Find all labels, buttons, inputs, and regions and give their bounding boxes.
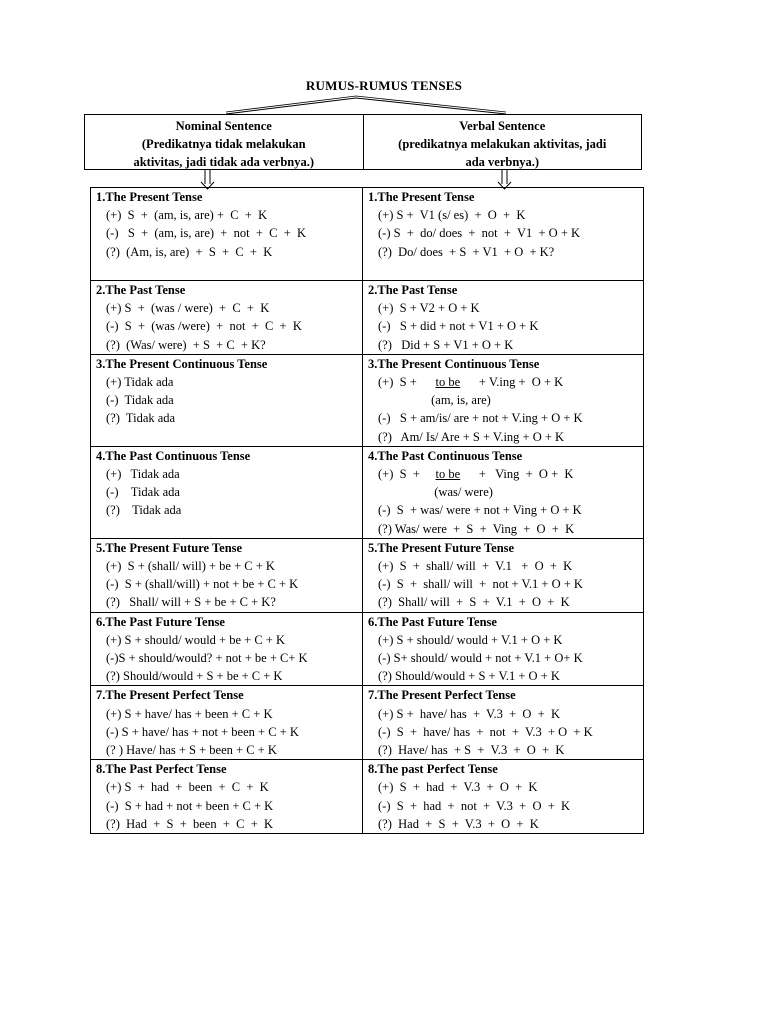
formula-line: (+) Tidak ada: [106, 375, 174, 390]
formula-line: (+) S + V2 + O + K: [378, 301, 480, 316]
nominal-sentence-header: [85, 115, 363, 169]
formula-line: (+) S + had + been + C + K: [106, 780, 269, 795]
formula-line: (?) Was/ were + S + Ving + O + K: [378, 521, 575, 536]
formula-line: (+) S + should/ would + be + C + K: [106, 632, 285, 647]
verbal-description: (predikatnya melakukan aktivitas, jadi: [398, 137, 607, 151]
formula-line: (?) Had + S + V.3 + O + K: [378, 816, 539, 831]
tense-title: 3.The Present Continuous Tense: [368, 356, 540, 371]
formula-line: (-) S + (shall/will) + not + be + C + K: [106, 577, 299, 592]
formula-line: (+) S + should/ would + V.1 + O + K: [378, 632, 563, 647]
formula-line: (-) Tidak ada: [106, 393, 174, 408]
formula-line: (?) Am/ Is/ Are + S + V.ing + O + K: [378, 429, 565, 444]
nominal-cell: [91, 538, 363, 612]
formula-line: (-) S + do/ does + not + V1 + O + K: [378, 226, 581, 241]
page-title: RUMUS-RUMUS TENSES: [305, 78, 463, 93]
verbal-description: ada verbnya.): [465, 155, 540, 169]
verbal-cell: [363, 354, 644, 446]
tense-title: 2.The Past Tense: [368, 283, 458, 297]
nominal-cell: [91, 188, 363, 281]
formula-line: (+) S + to be + V.ing + O + K: [378, 375, 564, 390]
formula-line: (-) Tidak ada: [106, 485, 180, 500]
table-row: [91, 446, 644, 538]
formula-line: (-) S + have/ has + not + been + C + K: [106, 724, 299, 739]
formula-line: (-) S + am/is/ are + not + V.ing + O + K: [378, 411, 583, 426]
tense-title: 7.The Present Perfect Tense: [96, 688, 244, 703]
table-row: [91, 188, 644, 281]
formula-line: (?) Did + S + V1 + O + K: [378, 337, 514, 352]
verbal-cell: [363, 446, 644, 538]
table-row: [91, 760, 644, 834]
nominal-cell: [91, 354, 363, 446]
nominal-cell: [91, 281, 363, 355]
formula-line: (? ) Have/ has + S + been + C + K: [106, 743, 277, 758]
formula-line: (?) Had + S + been + C + K: [106, 816, 274, 831]
formula-line: (-)S + should/would? + not + be + C+ K: [106, 651, 308, 666]
table-row: [91, 538, 644, 612]
tense-title: 4.The Past Continuous Tense: [368, 448, 523, 463]
table-row: [91, 612, 644, 686]
nominal-cell: [91, 612, 363, 686]
formula-line: (-) S + (was /were) + not + C + K: [106, 319, 302, 334]
formula-line: (+) S + (am, is, are) + C + K: [106, 208, 268, 223]
nominal-cell: [91, 760, 363, 834]
tense-title: 5.The Present Future Tense: [96, 540, 243, 555]
nominal-description: (Predikatnya tidak melakukan: [141, 137, 306, 151]
formula-line: (?) Tidak ada: [106, 503, 182, 518]
formula-line: (+) S + have/ has + been + C + K: [106, 706, 273, 721]
nominal-heading: Nominal Sentence: [175, 119, 272, 133]
formula-line: (?) (Was/ were) + S + C + K?: [106, 337, 266, 352]
verbal-cell: [363, 612, 644, 686]
verbal-cell: [363, 686, 644, 760]
tense-title: 6.The Past Future Tense: [96, 614, 225, 629]
formula-line: (+) S + (was / were) + C + K: [106, 301, 270, 316]
verbal-cell: [363, 281, 644, 355]
formula-line: (-) S + did + not + V1 + O + K: [378, 319, 539, 334]
tense-title: 7.The Present Perfect Tense: [368, 688, 516, 703]
formula-line: (+) S + had + V.3 + O + K: [378, 780, 538, 795]
verbal-cell: [363, 188, 644, 281]
tense-title: 2.The Past Tense: [96, 283, 186, 297]
formula-line: (-) S + have/ has + not + V.3 + O + K: [378, 724, 593, 739]
formula-line: (+) S + shall/ will + V.1 + O + K: [378, 559, 573, 574]
formula-line: (?) Have/ has + S + V.3 + O + K: [378, 743, 565, 758]
nominal-description: aktivitas, jadi tidak ada verbnya.): [133, 155, 315, 169]
verbal-sentence-header: [363, 115, 642, 169]
formula-line: (-) S+ should/ would + not + V.1 + O+ K: [378, 651, 583, 666]
tense-title: 5.The Present Future Tense: [368, 540, 515, 555]
tense-title: 4.The Past Continuous Tense: [96, 448, 251, 463]
verbal-cell: [363, 760, 644, 834]
formula-line: (?) Should/would + S + V.1 + O + K: [378, 669, 560, 684]
table-row: [91, 281, 644, 355]
formula-line: (?) Do/ does + S + V1 + O + K?: [378, 244, 555, 259]
tense-title: 8.The Past Perfect Tense: [96, 762, 227, 777]
formula-line: (-) S + shall/ will + not + V.1 + O + K: [378, 577, 583, 592]
tenses-table: [90, 187, 644, 834]
formula-line: (?) Shall/ will + S + be + C + K?: [106, 595, 276, 610]
tense-title: 1.The Present Tense: [368, 190, 475, 204]
tense-title: 6.The Past Future Tense: [368, 614, 497, 629]
formula-line: (-) S + had + not + been + C + K: [106, 798, 274, 813]
nominal-cell: [91, 686, 363, 760]
formula-line: (+) S + to be + Ving + O + K: [378, 467, 574, 482]
verbal-heading: Verbal Sentence: [459, 119, 546, 133]
formula-line: (?) (Am, is, are) + S + C + K: [106, 244, 273, 259]
tense-title: 8.The past Perfect Tense: [368, 762, 498, 777]
formula-line: (-) S + had + not + V.3 + O + K: [378, 798, 571, 813]
formula-line: (-) S + (am, is, are) + not + C + K: [106, 226, 307, 241]
tense-title: 3.The Present Continuous Tense: [96, 356, 268, 371]
formula-line: (am, is, are): [378, 393, 491, 408]
table-row: [91, 686, 644, 760]
nominal-cell: [91, 446, 363, 538]
formula-line: (?) Tidak ada: [106, 411, 176, 426]
formula-line: (+) S + have/ has + V.3 + O + K: [378, 706, 561, 721]
formula-line: (+) S + (shall/ will) + be + C + K: [106, 559, 275, 574]
verbal-cell: [363, 538, 644, 612]
tense-title: 1.The Present Tense: [96, 190, 203, 204]
formula-line: (-) S + was/ were + not + Ving + O + K: [378, 503, 582, 518]
table-row: [91, 354, 644, 446]
sentence-type-header: [84, 114, 642, 170]
formula-line: (?) Should/would + S + be + C + K: [106, 669, 283, 684]
formula-line: (+) Tidak ada: [106, 467, 180, 482]
formula-line: (was/ were): [378, 485, 493, 500]
formula-line: (?) Shall/ will + S + V.1 + O + K: [378, 595, 570, 610]
formula-line: (+) S + V1 (s/ es) + O + K: [378, 208, 526, 223]
